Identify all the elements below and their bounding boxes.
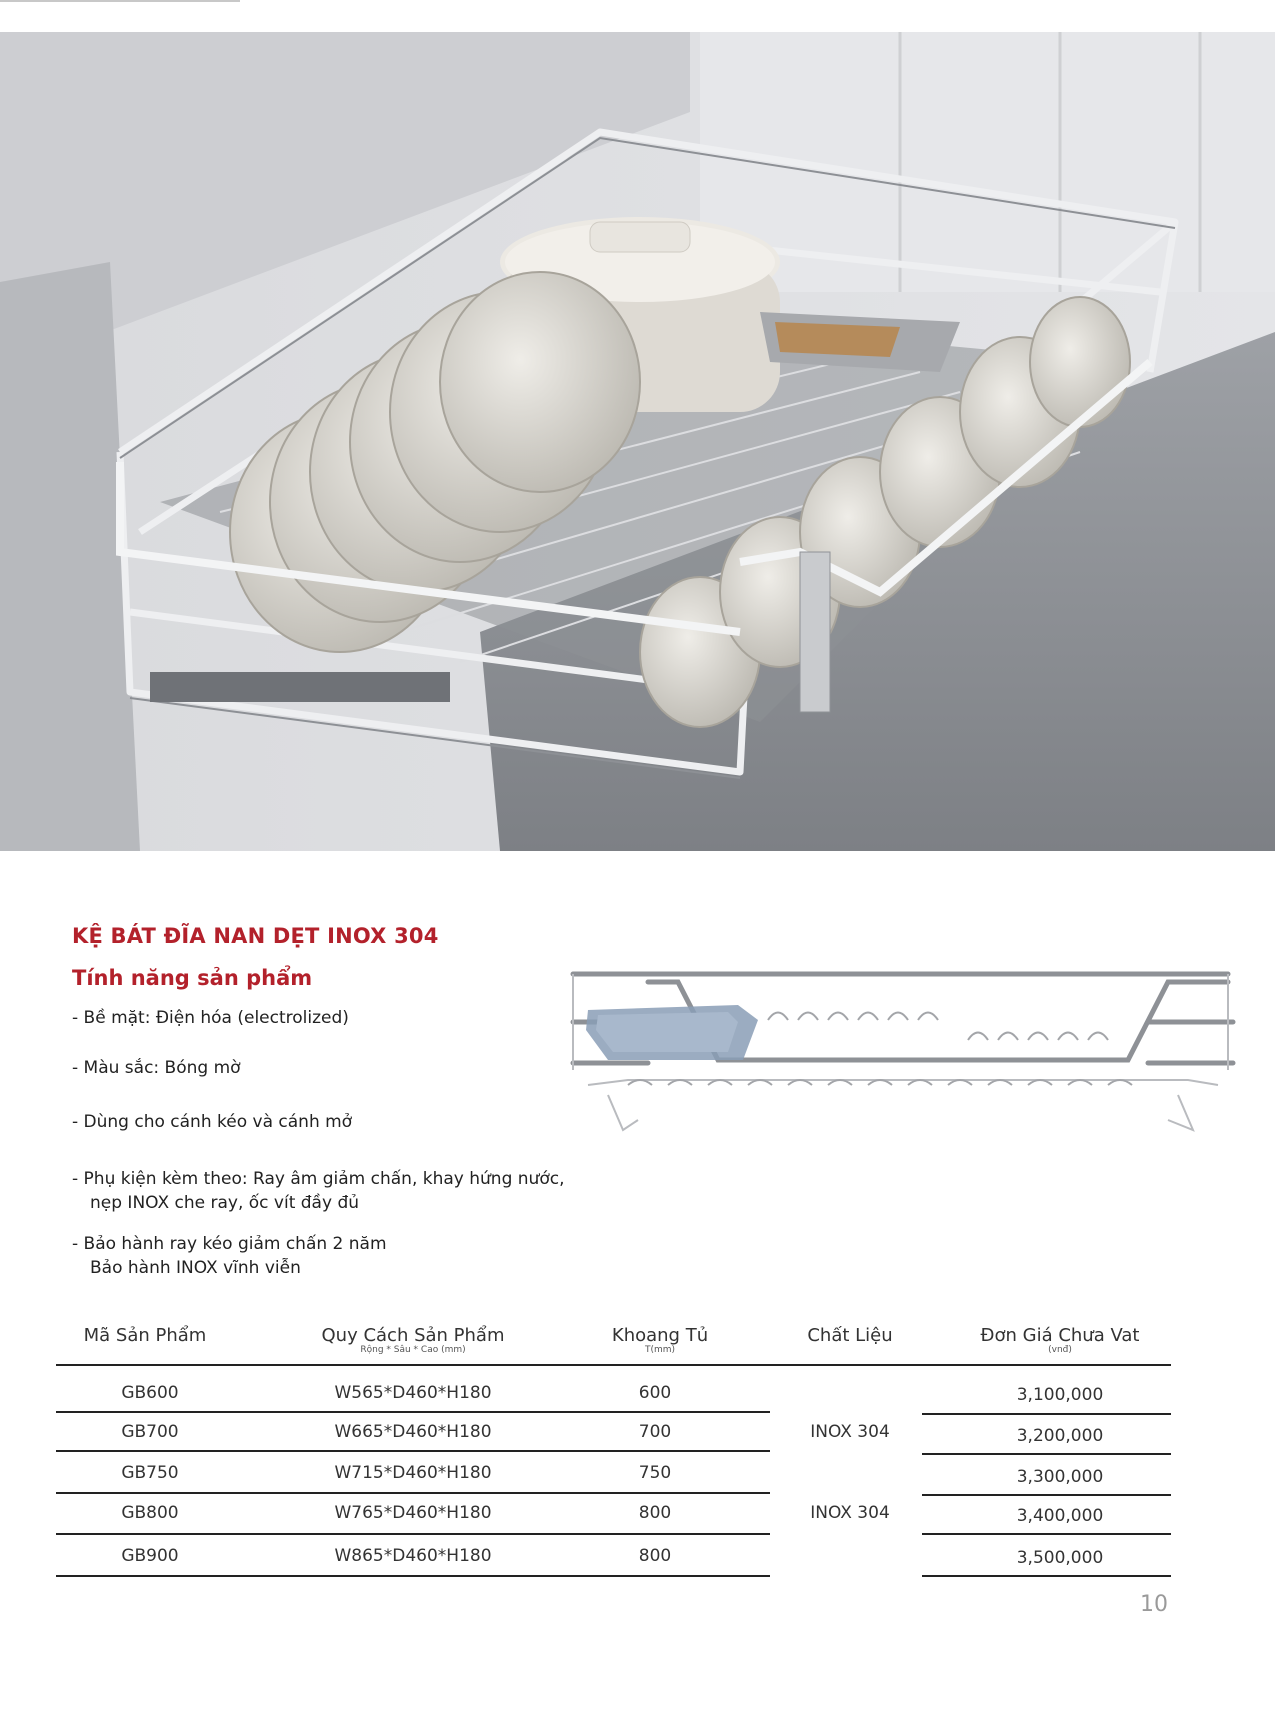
row-rule bbox=[56, 1533, 770, 1535]
row-rule bbox=[56, 1411, 770, 1413]
header-sublabel: T(mm) bbox=[644, 1345, 676, 1355]
table-cell-code: GB700 bbox=[121, 1422, 179, 1442]
row-rule-price bbox=[922, 1575, 1171, 1577]
feature-text: - Dùng cho cánh kéo và cánh mở bbox=[72, 1112, 353, 1132]
hero-product-image bbox=[0, 32, 1275, 851]
header-spec bbox=[303, 1325, 523, 1355]
table-cell-cabinet: 600 bbox=[638, 1383, 672, 1403]
table-cell-price: 3,300,000 bbox=[1016, 1467, 1104, 1487]
table-cell-price: 3,100,000 bbox=[1016, 1385, 1104, 1405]
features-heading: Tính năng sản phẩm bbox=[72, 966, 313, 990]
row-rule-price bbox=[922, 1494, 1171, 1496]
feature-warranty bbox=[72, 1232, 387, 1280]
header-label: Quy Cách Sản Phẩm bbox=[321, 1325, 505, 1346]
table-cell-material: INOX 304 bbox=[810, 1503, 890, 1523]
table-cell-cabinet: 750 bbox=[638, 1463, 672, 1483]
header-product-code bbox=[70, 1325, 220, 1346]
table-cell-price: 3,400,000 bbox=[1016, 1506, 1104, 1526]
table-cell-spec: W765*D460*H180 bbox=[334, 1503, 492, 1523]
feature-surface bbox=[72, 1006, 349, 1030]
header-label: Mã Sản Phẩm bbox=[83, 1325, 207, 1346]
row-rule bbox=[56, 1575, 770, 1577]
table-cell-spec: W715*D460*H180 bbox=[334, 1463, 492, 1483]
table-cell-cabinet: 800 bbox=[638, 1503, 672, 1523]
row-rule-price bbox=[922, 1453, 1171, 1455]
table-cell-price: 3,200,000 bbox=[1016, 1426, 1104, 1446]
feature-text: - Phụ kiện kèm theo: Ray âm giảm chấn, khay hứng nước, bbox=[72, 1169, 565, 1189]
table-cell-code: GB800 bbox=[121, 1503, 179, 1523]
table-cell-spec: W665*D460*H180 bbox=[334, 1422, 492, 1442]
table-cell-cabinet: 700 bbox=[638, 1422, 672, 1442]
table-cell-spec: W865*D460*H180 bbox=[334, 1546, 492, 1566]
feature-color bbox=[72, 1056, 241, 1080]
header-material bbox=[780, 1325, 920, 1346]
row-rule-price bbox=[922, 1533, 1171, 1535]
header-sublabel: Rộng * Sâu * Cao (mm) bbox=[360, 1345, 466, 1355]
header-sublabel: (vnđ) bbox=[1048, 1345, 1072, 1355]
feature-text: - Bảo hành ray kéo giảm chấn 2 năm bbox=[72, 1234, 387, 1254]
table-cell-code: GB900 bbox=[121, 1546, 179, 1566]
feature-text: - Bề mặt: Điện hóa (electrolized) bbox=[72, 1008, 349, 1028]
feature-usage bbox=[72, 1110, 352, 1134]
product-title: KỆ BÁT ĐĨA NAN DẸT INOX 304 bbox=[72, 924, 439, 948]
page-number: 10 bbox=[1140, 1592, 1168, 1617]
table-cell-material: INOX 304 bbox=[810, 1422, 890, 1442]
header-cabinet bbox=[590, 1325, 730, 1355]
row-rule-price bbox=[922, 1413, 1171, 1415]
row-rule bbox=[56, 1492, 770, 1494]
table-cell-code: GB750 bbox=[121, 1463, 179, 1483]
table-cell-cabinet: 800 bbox=[638, 1546, 672, 1566]
feature-text-cont: nẹp INOX che ray, ốc vít đầy đủ bbox=[90, 1193, 360, 1213]
header-label: Đơn Giá Chưa Vat bbox=[980, 1325, 1140, 1346]
header-label: Khoang Tủ bbox=[611, 1325, 709, 1346]
feature-text-cont: Bảo hành INOX vĩnh viễn bbox=[90, 1258, 301, 1278]
table-cell-code: GB600 bbox=[121, 1383, 179, 1403]
basket-detail-image bbox=[568, 960, 1240, 1150]
feature-accessories bbox=[72, 1167, 564, 1215]
top-rule bbox=[0, 0, 240, 2]
row-rule bbox=[56, 1450, 770, 1452]
header-label: Chất Liệu bbox=[807, 1325, 893, 1346]
feature-text: - Màu sắc: Bóng mờ bbox=[72, 1058, 241, 1078]
basket-wireframe-illustration bbox=[568, 960, 1240, 1150]
dish-rack-illustration bbox=[0, 32, 1275, 851]
header-price bbox=[950, 1325, 1170, 1355]
table-header-rule bbox=[56, 1364, 1171, 1366]
table-cell-price: 3,500,000 bbox=[1016, 1548, 1104, 1568]
table-cell-spec: W565*D460*H180 bbox=[334, 1383, 492, 1403]
